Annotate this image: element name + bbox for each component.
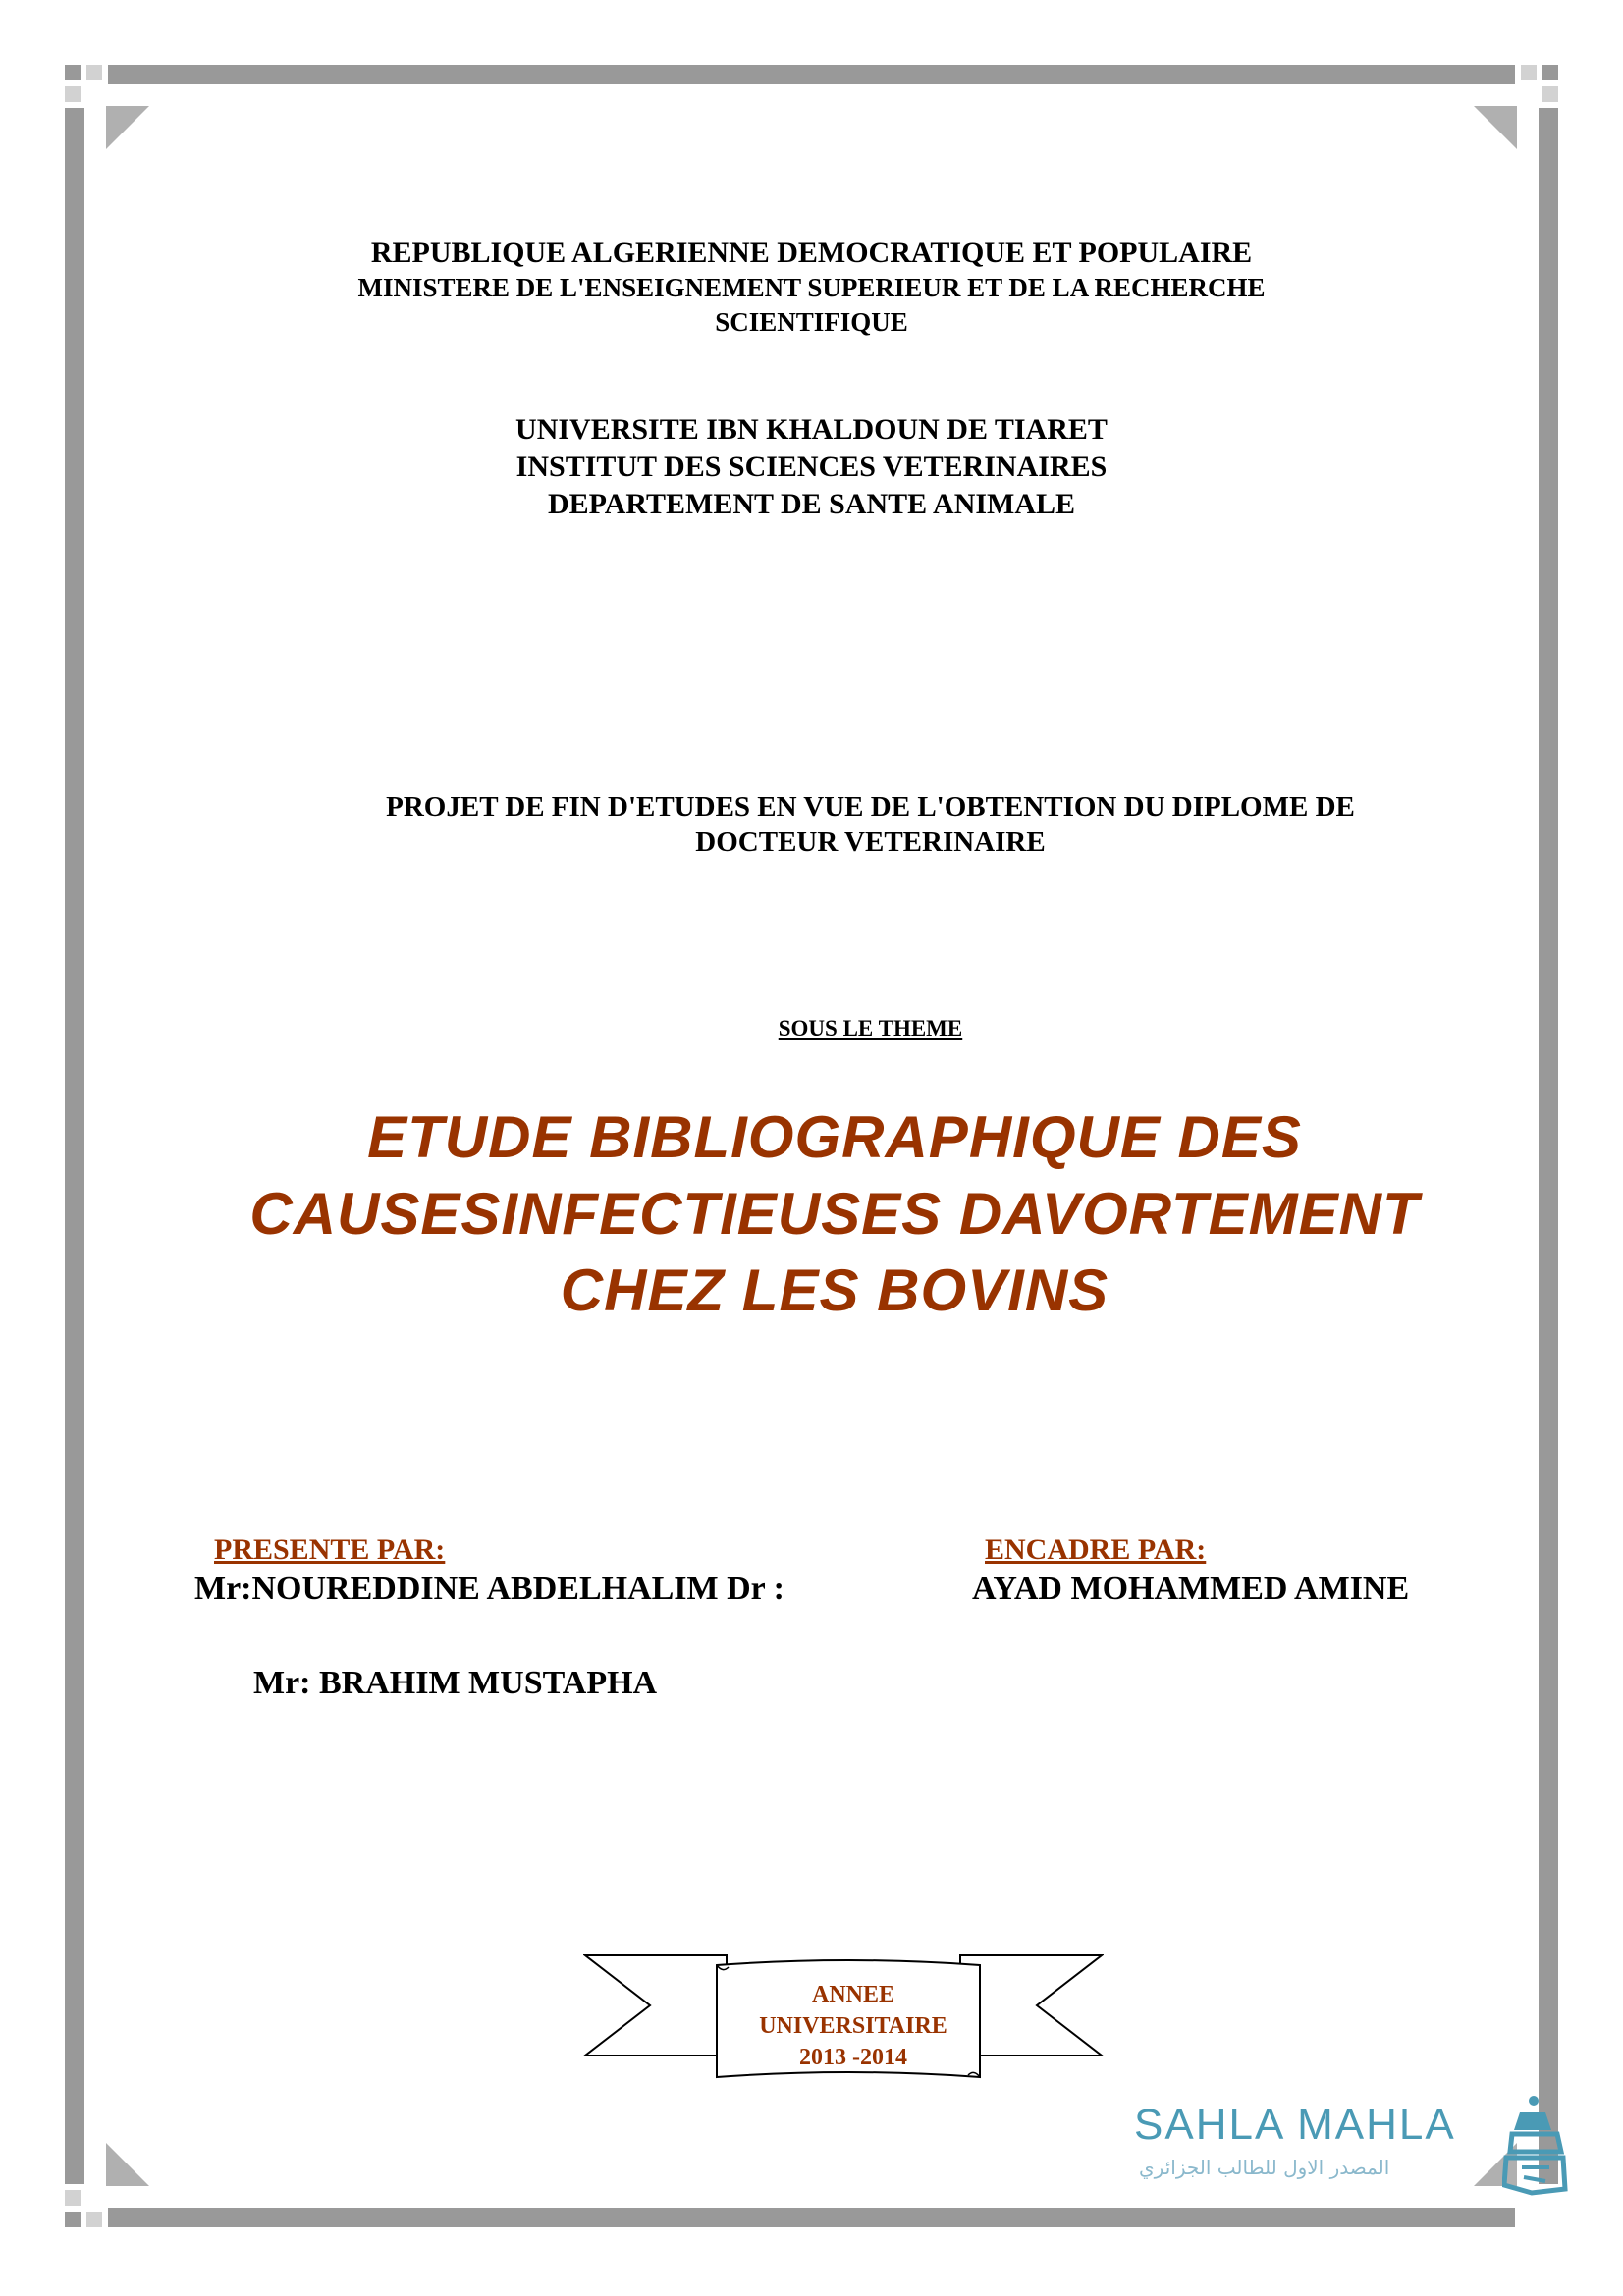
frame-corner-square [1542,65,1558,80]
frame-corner-square [65,2190,81,2206]
watermark-tagline: المصدر الاول للطالب الجزائري [1139,2156,1390,2179]
frame-top-bar [108,65,1515,84]
watermark-logo-icon [1502,2091,1571,2199]
title-line: CAUSESINFECTIEUSES DAVORTEMENT [249,1181,1420,1247]
header-ministry-cont: SCIENTIFIQUE [715,307,908,337]
title-line: ETUDE BIBLIOGRAPHIQUE DES [367,1104,1302,1170]
header-republic: REPUBLIQUE ALGERIENNE DEMOCRATIQUE ET POPULAIRE [370,237,1253,269]
academic-year-label: ANNEE [811,1982,894,2007]
watermark-brand: SAHLA MAHLA [1134,2101,1456,2149]
banner-left-ribbon [585,1955,727,2056]
supervised-by-label: ENCADRE PAR: [985,1533,1207,1566]
frame-corner-square [1521,65,1537,80]
academic-year-value: 2013 -2014 [799,2045,907,2070]
academic-year-label: UNIVERSITAIRE [759,2013,947,2039]
frame-corner-triangle [106,106,149,149]
frame-corner-triangle [106,2143,149,2186]
project-line: PROJET DE FIN D'ETUDES EN VUE DE L'OBTENTION DU DIPLOME DE [386,791,1355,823]
frame-corner-square [1542,86,1558,102]
frame-corner-square [65,86,81,102]
theme-label: SOUS LE THEME [778,1016,963,1041]
presented-by-label: PRESENTE PAR: [214,1533,446,1566]
title-line: CHEZ LES BOVINS [560,1257,1109,1323]
department-name: DEPARTEMENT DE SANTE ANIMALE [547,488,1076,520]
frame-corner-triangle [1474,106,1517,149]
header-ministry: MINISTERE DE L'ENSEIGNEMENT SUPERIEUR ET DE LA RECHERCHE [357,273,1266,302]
academic-year-text [725,1979,982,2073]
frame-corner-square [65,2212,81,2227]
frame-bottom-bar [108,2208,1515,2227]
frame-corner-square [65,65,81,80]
supervisor-name: AYAD MOHAMMED AMINE [972,1571,1410,1607]
frame-corner-square [86,2212,102,2227]
institute-name: INSTITUT DES SCIENCES VETERINAIRES [515,451,1108,483]
project-degree: DOCTEUR VETERINAIRE [695,827,1046,858]
student-name: Mr:NOUREDDINE ABDELHALIM Dr : [194,1571,784,1607]
university-name: UNIVERSITE IBN KHALDOUN DE TIARET [515,413,1108,446]
student-name: Mr: BRAHIM MUSTAPHA [253,1665,658,1701]
frame-corner-square [86,65,102,80]
